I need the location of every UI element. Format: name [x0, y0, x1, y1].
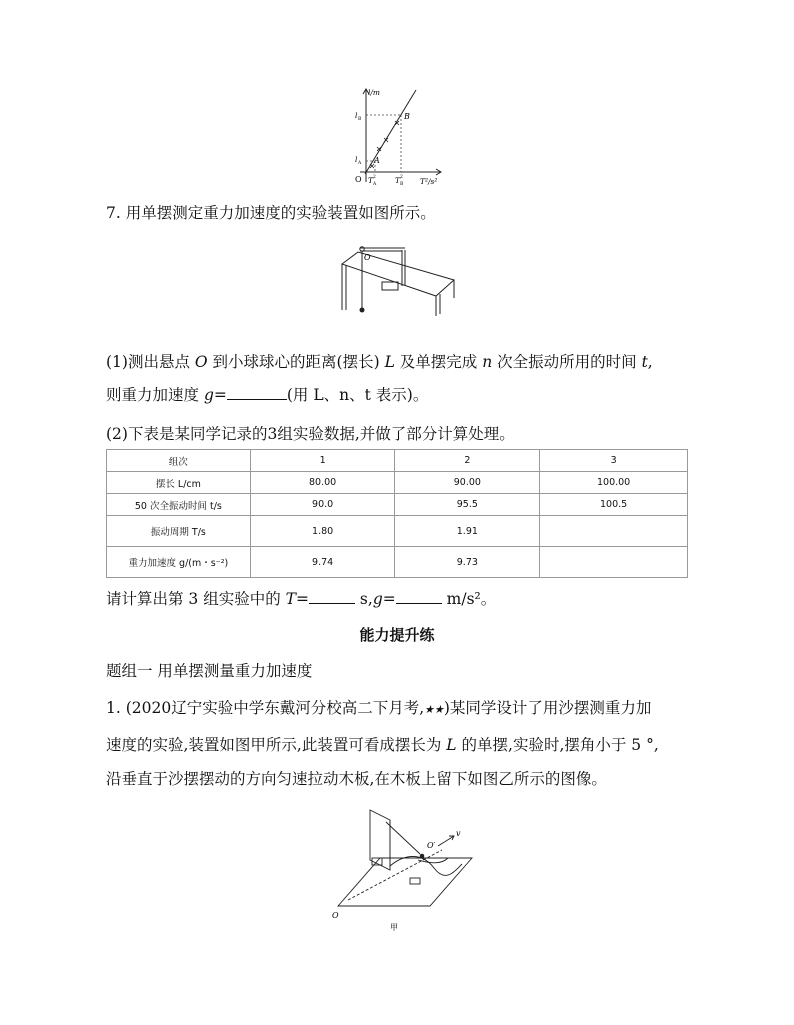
ask-text-a: 请计算出第 3 组实验中的: [106, 590, 286, 608]
table-cell: 摆长 L/cm: [107, 472, 251, 494]
q1-line2: [106, 734, 659, 756]
pendulum-apparatus-figure: [336, 236, 458, 318]
q1-line1-a: 1. (2020辽宁实验中学东戴河分校高二下月考,: [106, 699, 425, 717]
experiment-data-table: [106, 449, 688, 578]
figure-o-label: O: [364, 253, 371, 262]
ta-label: T: [368, 176, 374, 185]
table-cell: 振动周期 T/s: [107, 516, 251, 547]
ask-text-e: m/s²。: [441, 590, 497, 608]
table-cell: 9.74: [250, 547, 395, 578]
section-title: 能力提升练: [359, 626, 435, 644]
tb-sub: B: [400, 182, 404, 187]
tb-label: T: [395, 176, 401, 185]
table-cell: [540, 516, 688, 547]
table-row: [107, 472, 688, 494]
ask-text-b: =: [296, 590, 309, 608]
part1-text-b: 到小球球心的距离(摆长): [207, 353, 385, 371]
q1-line2-b: 的单摆,实验时,摆角小于 5 °,: [456, 736, 659, 754]
table-row: [107, 516, 688, 547]
q1-line3: 沿垂直于沙摆摆动的方向匀速拉动木板,在木板上留下如图乙所示的图像。: [106, 770, 607, 788]
table-cell: 100.5: [540, 494, 688, 516]
q7-title: 7. 用单摆测定重力加速度的实验装置如图所示。: [106, 204, 436, 222]
q7-part2: (2)下表是某同学记录的3组实验数据,并做了部分计算处理。: [106, 425, 515, 443]
q7-ask-line: [106, 588, 496, 610]
ask-text-d: =: [382, 590, 396, 608]
table-cell: 9.73: [395, 547, 540, 578]
table-cell: 100.00: [540, 472, 688, 494]
q1-line1-b: )某同学设计了用沙摆测重力加: [443, 699, 652, 717]
fig-v-label: v: [456, 829, 461, 838]
point-a-label: A: [374, 156, 380, 165]
difficulty-stars: ★★: [424, 703, 444, 716]
ta-sup: 2: [373, 175, 376, 180]
ask-t: T: [285, 590, 296, 608]
la-label: l: [355, 155, 358, 164]
table-row: [107, 547, 688, 578]
part1-o: O: [194, 353, 208, 371]
part1-n: n: [482, 353, 493, 371]
table-header-row: [107, 450, 688, 472]
fig-o-prime-label: O′: [427, 841, 436, 850]
q1-l: L: [446, 736, 457, 754]
table-cell: 95.5: [395, 494, 540, 516]
answer-blank-g3[interactable]: [396, 589, 442, 604]
q1-line1: [106, 697, 651, 721]
answer-blank-g[interactable]: [227, 385, 287, 400]
fig-o-label: O: [332, 911, 339, 920]
table-cell: 90.0: [250, 494, 395, 516]
table-row: [107, 494, 688, 516]
answer-blank-t[interactable]: [309, 589, 355, 604]
part1-line2-b: =: [213, 386, 227, 404]
part1-text-a: (1)测出悬点: [106, 353, 195, 371]
part1-text-d: 次全振动所用的时间: [492, 353, 642, 371]
group-title: 题组一 用单摆测量重力加速度: [106, 662, 313, 680]
tb-sup: 2: [400, 175, 403, 180]
l-vs-t2-graph: [340, 84, 450, 194]
part1-line2-a: 则重力加速度: [106, 386, 204, 404]
table-header-cell: 2: [395, 450, 540, 472]
ta-sub: A: [373, 182, 377, 187]
q7-part1-line2: [106, 384, 428, 406]
q1-line2-a: 速度的实验,装置如图甲所示,此装置可看成摆长为: [106, 736, 447, 754]
table-cell: 1.80: [250, 516, 395, 547]
table-cell: 重力加速度 g/(m・s⁻²): [107, 547, 251, 578]
lb-sub: B: [358, 117, 362, 122]
part1-text-c: 及单摆完成: [394, 353, 483, 371]
part1-g: g: [203, 386, 214, 404]
table-header-cell: 组次: [107, 450, 251, 472]
part1-t: t: [641, 353, 648, 371]
figure-caption: 甲: [390, 923, 398, 932]
part1-line2-c: (用 L、n、t 表示)。: [286, 386, 429, 404]
lb-label: l: [355, 111, 358, 120]
table-header-cell: 1: [250, 450, 395, 472]
point-b-label: B: [404, 112, 410, 121]
ask-g: g: [372, 590, 383, 608]
table-cell: 80.00: [250, 472, 395, 494]
x-axis-label: T²/s²: [420, 177, 438, 186]
part1-l: L: [384, 353, 395, 371]
sand-pendulum-figure: [330, 806, 480, 936]
table-cell: 1.91: [395, 516, 540, 547]
q7-part1-line1: [106, 351, 653, 373]
origin-label: O: [355, 175, 362, 184]
table-cell: 90.00: [395, 472, 540, 494]
ask-text-c: s,: [355, 590, 373, 608]
table-header-cell: 3: [540, 450, 688, 472]
table-cell: [540, 547, 688, 578]
la-sub: A: [358, 161, 362, 166]
table-cell: 50 次全振动时间 t/s: [107, 494, 251, 516]
y-axis-label: l/m: [368, 88, 381, 97]
part1-text-e: ,: [647, 353, 653, 371]
